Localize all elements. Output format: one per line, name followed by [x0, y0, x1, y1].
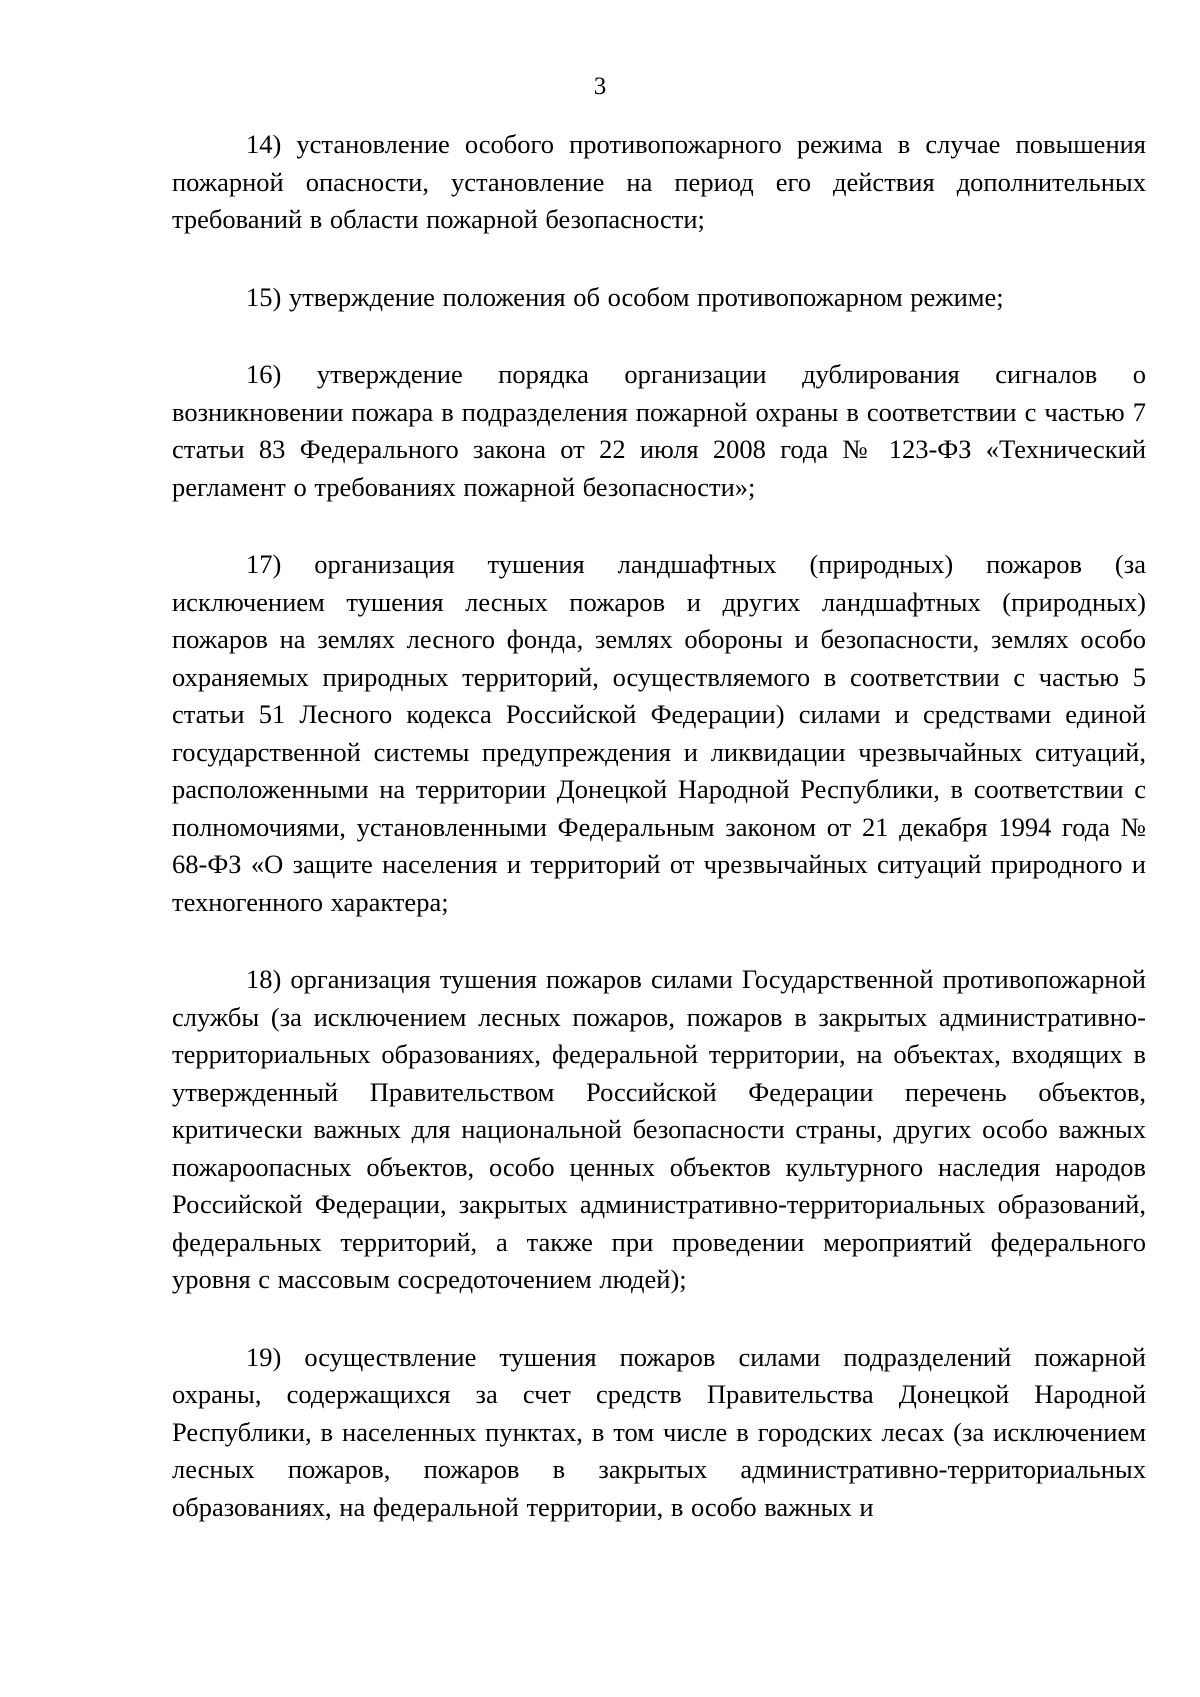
- paragraph-19: 19) осуществление тушения пожаров силами подразделений пожарной охраны, содержащихся за счет средств Правительства Донецкой Народной Республики, в населенных пунктах, в том числе в городских лесах (за исключением лесных пожаров, пожаров в закрытых административно-территориальных образованиях, на федеральной территории, в особо важных и: [172, 1341, 1146, 1522]
- paragraph-14: 14) установление особого противопожарного режима в случае повышения пожарной опасности, установление на период его действия дополнительных требований в области пожарной безопасности;: [172, 129, 1146, 234]
- page-number: 3: [593, 73, 607, 100]
- paragraph-17: 17) организация тушения ландшафтных (природных) пожаров (за исключением тушения лесных пожаров и других ландшафтных (природных) пожаров на землях лесного фонда, землях обороны и безопасности, землях особо охраняемых природных территорий, осуществляемого в соответствии с частью 5 статьи 51 Лесного кодекса Российской Федерации) силами и средствами единой государственной системы предупреждения и ликвидации чрезвычайных ситуаций, расположенными на территории Донецкой Народной Республики, в соответствии с полномочиями, установленными Федеральным законом от 21 декабря 1994 года № 68-ФЗ «О защите населения и территорий от чрезвычайных ситуаций природного и техногенного характера;: [172, 549, 1146, 917]
- paragraph-15: 15) утверждение положения об особом противопожарном режиме;: [246, 281, 1004, 312]
- document-body: [172, 126, 1146, 1526]
- paragraph-16: 16) утверждение порядка организации дублирования сигналов о возникновении пожара в подразделения пожарной охраны в соответствии с частью 7 статьи 83 Федерального закона от 22 июля 2008 года № 123-ФЗ «Технический регламент о требованиях пожарной безопасности»;: [172, 359, 1146, 502]
- paragraph-18: 18) организация тушения пожаров силами Государственной противопожарной службы (за исключением лесных пожаров, пожаров в закрытых административно-территориальных образованиях, федеральной территории, на объектах, входящих в утвержденный Правительством Российской Федерации перечень объектов, критически важных для национальной безопасности страны, других особо важных пожароопасных объектов, особо ценных объектов культурного наследия народов Российской Федерации, закрытых административно-территориальных образований, федеральных территорий, а также при проведении мероприятий федерального уровня с массовым сосредоточением людей);: [172, 964, 1146, 1294]
